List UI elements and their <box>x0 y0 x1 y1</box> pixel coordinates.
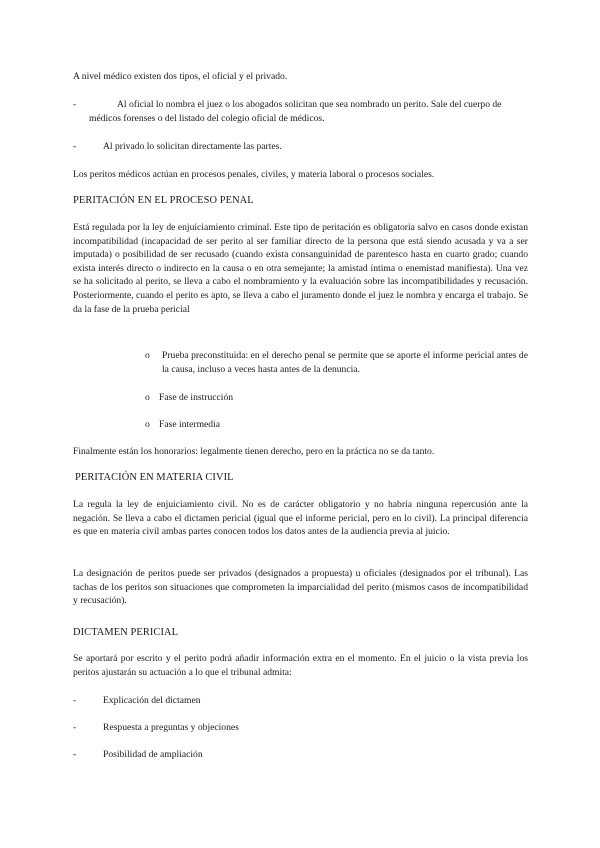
list-item-text: Prueba preconstituida: en el derecho penal se permite que se aporte el informe pericial antes de la causa, incluso a veces hasta antes de la denuncia. <box>162 350 528 375</box>
section-heading-civil: PERITACIÓN EN MATERIA CIVIL <box>75 472 234 483</box>
list-dash: - <box>73 749 77 760</box>
list-item <box>73 349 528 376</box>
list-item-text: Respuesta a preguntas y objeciones <box>103 722 239 733</box>
dictamen-paragraph: Se aportará por escrito y el perito podrá añadir información extra en el momento. En el juicio o la vista previa los peritos ajustarán su actuación a lo que el tribunal admita: <box>73 653 528 678</box>
list-item-text: Al oficial lo nombra el juez o los abogados solicitan que sea nombrado un perito. Sale del cuerpo de médicos forenses o del listado del colegio oficial de médicos. <box>89 99 502 124</box>
list-dash: - <box>73 695 77 706</box>
list-item-text: Explicación del dictamen <box>103 695 201 706</box>
scope-text: Los peritos médicos actúan en procesos penales, civiles, y materia laboral o procesos sociales. <box>73 169 435 180</box>
closing-text: Finalmente están los honorarios: legalmente tienen derecho, pero en la práctica no se da tanto. <box>73 446 435 457</box>
intro-text: A nivel médico existen dos tipos, el oficial y el privado. <box>73 71 288 82</box>
list-item <box>73 418 528 432</box>
section-heading-penal: PERITACIÓN EN EL PROCESO PENAL <box>73 195 254 206</box>
list-dash: - <box>73 99 77 110</box>
list-item-text: Fase intermedia <box>159 419 221 430</box>
list-item-text: Posibilidad de ampliación <box>103 749 203 760</box>
bullet-marker: o <box>145 350 150 361</box>
list-item-text: Fase de instrucción <box>159 392 234 403</box>
list-item <box>73 748 528 762</box>
list-item-text: Al privado lo solicitan directamente las partes. <box>103 141 282 152</box>
penal-paragraph: Está regulada por la ley de enjuiciamiento criminal. Este tipo de peritación es obligatoria salvo en casos donde existan incompatibilidad (incapacidad de ser perito al ser familiar directo de la persona que está siendo acusada y va a ser imputada) o posibilidad de ser recusado (cuando exista consanguinidad de parentesco hasta en cuarto grado; cuando exista interés directo o indirecto en la causa o en otra semejante; la amistad íntima o enemistad manifiesta). Una vez se ha solicitado al perito, se lleva a cabo el nombramiento y la evaluación sobre las incompatibilidades y recusación. Posteriormente, cuando el perito es apto, se lleva a cabo el juramento donde el juez le nombra y encarga el trabajo. Se da la fase de la prueba pericial <box>73 222 528 315</box>
civil-paragraph-2: La designación de peritos puede ser privados (designados a propuesta) u oficiales (designados por el tribunal). Las tachas de los peritos son situaciones que comprometen la imparcialidad del perito (mismos casos de incompatibilidad y recusación). <box>73 568 528 607</box>
list-item <box>73 721 528 735</box>
bullet-marker: o <box>145 419 150 430</box>
list-item <box>73 140 528 154</box>
list-item <box>73 694 528 708</box>
list-item <box>73 391 528 405</box>
list-dash: - <box>73 141 77 152</box>
civil-paragraph-1: La regula la ley de enjuiciamiento civil. No es de carácter obligatorio y no habría ninguna repercusión ante la negación. Se lleva a cabo el dictamen pericial (igual que el informe pericial, pero en lo civil). La principal diferencia es que en materia civil ambas partes conocen todos los datos antes de la audiencia previa al juicio. <box>73 499 528 538</box>
list-item <box>73 98 528 125</box>
bullet-marker: o <box>145 392 150 403</box>
section-heading-dictamen: DICTAMEN PERICIAL <box>73 627 179 638</box>
list-dash: - <box>73 722 77 733</box>
